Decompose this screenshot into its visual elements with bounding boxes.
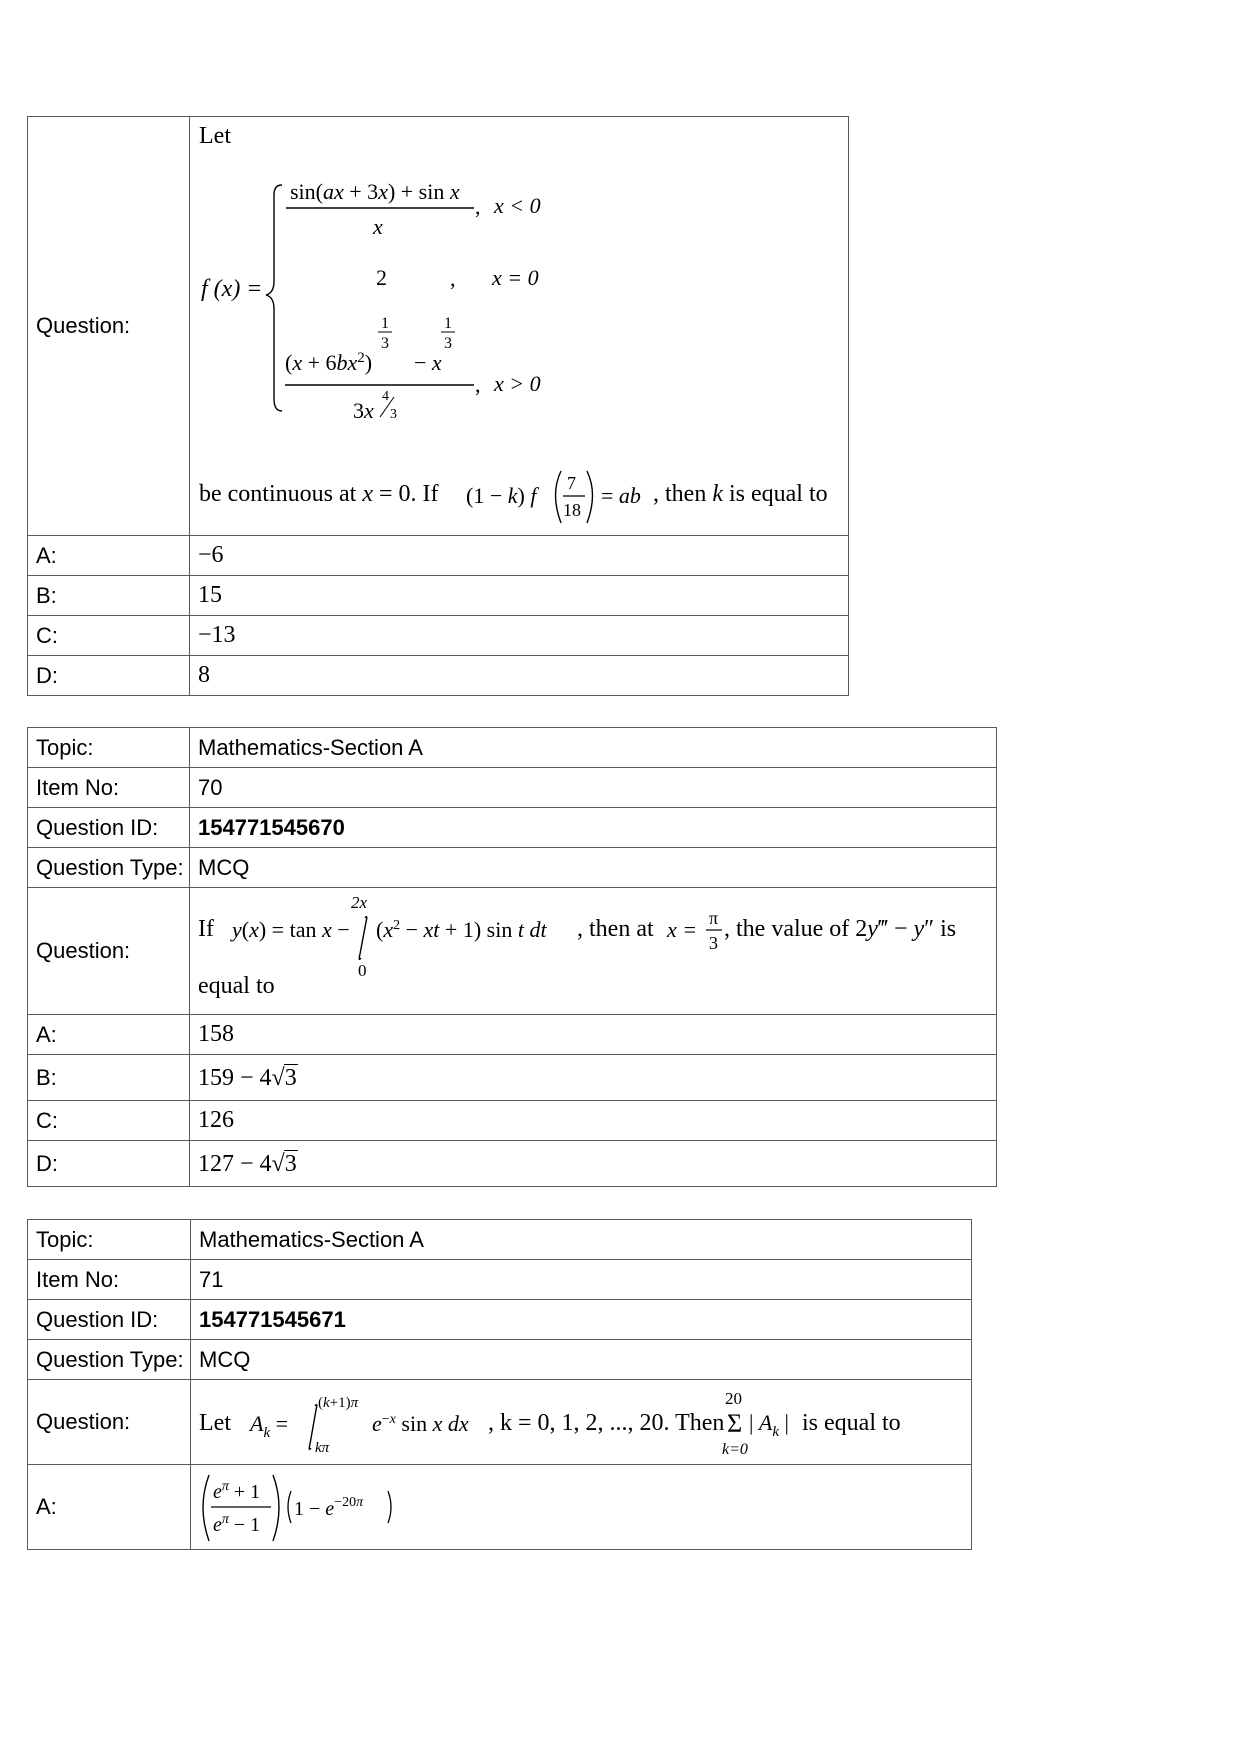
option-value: 8 bbox=[190, 656, 849, 696]
topic-value: Mathematics-Section A bbox=[191, 1220, 972, 1260]
integral-upper: 2x bbox=[351, 893, 368, 912]
x-equals: x = bbox=[667, 917, 698, 942]
equals-ab: = ab bbox=[601, 483, 641, 508]
brace-shape bbox=[266, 185, 282, 411]
question-label: Question: bbox=[28, 117, 190, 536]
intro-text: Let bbox=[199, 123, 231, 149]
question-table-3 bbox=[27, 1219, 972, 1550]
exponent-den: 3 bbox=[381, 335, 389, 352]
question-2-formula bbox=[190, 888, 996, 1014]
item-label: Item No: bbox=[28, 1260, 191, 1300]
option-label: A: bbox=[28, 536, 190, 576]
option-row[interactable] bbox=[28, 536, 849, 576]
question-id-label: Question ID: bbox=[28, 1300, 191, 1340]
question-body bbox=[190, 117, 849, 536]
case3-numerator: $(x + 6bx^2)$ bbox=[285, 350, 373, 375]
paren-right bbox=[388, 1491, 391, 1523]
integral-lower: 0 bbox=[358, 961, 367, 980]
option-a-formula bbox=[191, 1465, 971, 1549]
option-row[interactable] bbox=[28, 616, 849, 656]
tail-expression: (1 − k) f bbox=[466, 483, 537, 508]
question-body bbox=[191, 1380, 972, 1465]
sum-upper: 20 bbox=[725, 1389, 742, 1408]
question-table-2 bbox=[27, 727, 997, 1187]
paren-left bbox=[203, 1475, 209, 1541]
topic-value: Mathematics-Section A bbox=[190, 728, 997, 768]
question-type-value: MCQ bbox=[190, 848, 997, 888]
integral-upper: (k+1)π bbox=[318, 1395, 359, 1411]
question-id-value: 154771545671 bbox=[191, 1300, 972, 1340]
item-value: 71 bbox=[191, 1260, 972, 1300]
text-value-of: , the value of 2y‴ − y″ is bbox=[724, 916, 957, 942]
case2-value: 2 bbox=[376, 265, 387, 290]
question-body bbox=[190, 888, 997, 1015]
case1-condition: x < 0 bbox=[494, 193, 541, 218]
tail-after: , then k is equal to bbox=[653, 481, 828, 507]
minus-x: − x bbox=[414, 350, 442, 375]
frac-num: $e^\pi + 1$ bbox=[213, 1479, 261, 1503]
option-label: A: bbox=[28, 1465, 191, 1550]
option-label: C: bbox=[28, 1101, 190, 1141]
question-3-formula bbox=[191, 1380, 971, 1464]
question-label: Question: bbox=[28, 888, 190, 1015]
question-id-value: 154771545670 bbox=[190, 808, 997, 848]
question-1-formula bbox=[190, 117, 848, 535]
exponent-num: 1 bbox=[444, 315, 452, 332]
case3-condition: x > 0 bbox=[494, 371, 541, 396]
frac-num: 7 bbox=[567, 473, 576, 493]
y-of-x: y(x) = tan x − bbox=[232, 917, 350, 942]
option-row[interactable] bbox=[28, 576, 849, 616]
a-k: $A_k$ = bbox=[250, 1411, 289, 1441]
option-label: D: bbox=[28, 1141, 190, 1187]
item-label: Item No: bbox=[28, 768, 190, 808]
comma: , bbox=[475, 194, 481, 219]
pi-numerator: π bbox=[709, 908, 719, 928]
exponent-num: 1 bbox=[381, 315, 389, 332]
option-value: 126 bbox=[190, 1101, 997, 1141]
question-type-label: Question Type: bbox=[28, 1340, 191, 1380]
case3-denominator: 3x bbox=[353, 398, 374, 423]
question-table-1 bbox=[27, 116, 849, 696]
paren-right bbox=[273, 1475, 279, 1541]
den-exponent: 3 bbox=[390, 407, 397, 422]
text-k-range: , k = 0, 1, 2, ..., 20. Then bbox=[488, 1410, 725, 1436]
frac-den: 18 bbox=[563, 500, 581, 520]
integral-lower: kπ bbox=[315, 1440, 330, 1456]
comma: , bbox=[475, 372, 481, 397]
text-equal-to: equal to bbox=[198, 973, 275, 999]
topic-label: Topic: bbox=[28, 728, 190, 768]
paren-right bbox=[587, 471, 593, 523]
integral-sign bbox=[359, 917, 367, 960]
question-label: Question: bbox=[28, 1380, 191, 1465]
option-row[interactable] bbox=[28, 1141, 997, 1187]
comma: , bbox=[450, 266, 456, 291]
option-value: 127 − 4√3 bbox=[190, 1141, 997, 1187]
frac-den: $e^\pi - 1$ bbox=[213, 1512, 261, 1536]
case2-condition: x = 0 bbox=[492, 265, 539, 290]
option-row[interactable] bbox=[28, 1015, 997, 1055]
integrand: $e^{-x}$ sin x dx bbox=[372, 1411, 469, 1436]
den-exponent: 4 bbox=[382, 389, 389, 404]
case1-denominator: x bbox=[373, 214, 383, 239]
integrand: ($x^2$ − xt + 1) sin t dt bbox=[376, 917, 547, 942]
option-value: −6 bbox=[190, 536, 849, 576]
topic-label: Topic: bbox=[28, 1220, 191, 1260]
tail-text: be continuous at x = 0. If bbox=[199, 481, 439, 507]
option-row[interactable] bbox=[28, 656, 849, 696]
text-if: If bbox=[198, 916, 214, 942]
question-id-label: Question ID: bbox=[28, 808, 190, 848]
text-let: Let bbox=[199, 1410, 231, 1436]
second-factor: $1 - e^{-20\pi}$ bbox=[294, 1495, 364, 1520]
item-value: 70 bbox=[190, 768, 997, 808]
option-value bbox=[191, 1465, 972, 1550]
option-label: D: bbox=[28, 656, 190, 696]
option-label: C: bbox=[28, 616, 190, 656]
option-row[interactable] bbox=[28, 1055, 997, 1101]
option-row[interactable] bbox=[28, 1465, 972, 1550]
text-then-at: , then at bbox=[577, 916, 654, 942]
option-value: −13 bbox=[190, 616, 849, 656]
pi-denominator: 3 bbox=[709, 933, 718, 953]
option-value: 159 − 4√3 bbox=[190, 1055, 997, 1101]
sum-term: | $A_k$ | bbox=[749, 1410, 789, 1440]
paren-left bbox=[556, 471, 562, 523]
question-type-label: Question Type: bbox=[28, 848, 190, 888]
paren-left bbox=[288, 1491, 291, 1523]
option-row[interactable] bbox=[28, 1101, 997, 1141]
option-label: A: bbox=[28, 1015, 190, 1055]
option-label: B: bbox=[28, 1055, 190, 1101]
option-value: 15 bbox=[190, 576, 849, 616]
text-equal-to: is equal to bbox=[802, 1410, 901, 1436]
question-type-value: MCQ bbox=[191, 1340, 972, 1380]
sum-lower: k=0 bbox=[722, 1441, 748, 1458]
option-value: 158 bbox=[190, 1015, 997, 1055]
fx-label: f (x) = bbox=[201, 276, 263, 302]
option-label: B: bbox=[28, 576, 190, 616]
exponent-den: 3 bbox=[444, 335, 452, 352]
case1-numerator: sin(ax + 3x) + sin x bbox=[290, 179, 460, 204]
sum-sign: Σ bbox=[727, 1409, 743, 1438]
